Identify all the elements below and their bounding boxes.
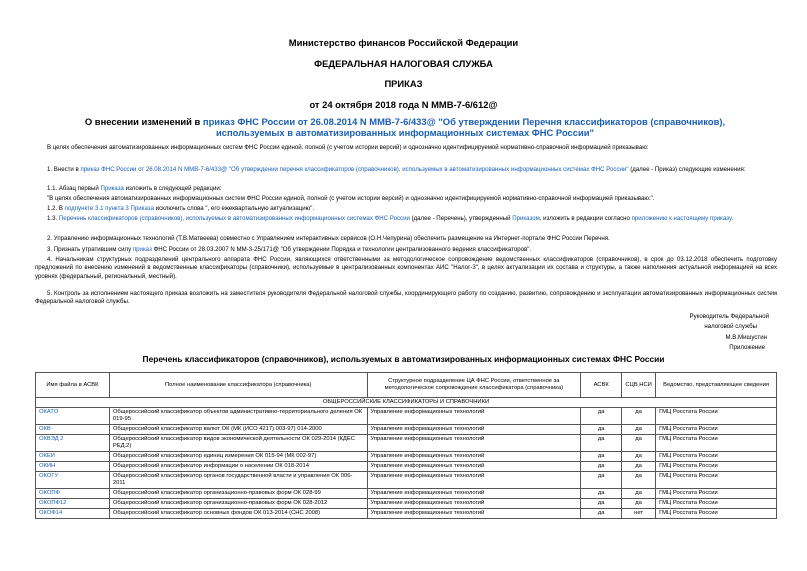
cell-scv-nsi: да (622, 472, 656, 489)
cell-file (36, 425, 110, 435)
paragraph-1 (35, 166, 777, 174)
col-header-file: Имя файла в АСВК (36, 373, 110, 398)
p1-link[interactable]: приказ ФНС России от 26.08.2014 N ММВ-7-6/433@ "Об утверждении перечня классификаторов (справочников), используемых в автоматизированных информационных системах ФНС России" (80, 166, 629, 173)
cell-scv-nsi: да (622, 499, 656, 509)
cell-full-name: Общероссийский классификатор организационно-правовых форм ОК 028-2012 (109, 499, 367, 509)
p11-link[interactable]: Приказа (100, 185, 124, 192)
signature-line-2: налоговой службы (704, 323, 757, 330)
title-prefix: О внесении изменений в (84, 116, 203, 127)
cell-full-name: Общероссийский классификатор основных фондов ОК 013-2014 (СНС 2008) (109, 509, 367, 519)
p12-text-a: 1.2. В (47, 205, 65, 212)
cell-agency: ГМЦ Росстата России (656, 509, 777, 519)
paragraph-2: 2. Управлению информационных технологий (Т.В.Матвеева) совместно с Управлением интерактивных сервисов (О.Н.Чепурина) обеспечить размещение на Интернет-портале ФНС России Перечня. (47, 235, 610, 242)
cell-asvk: да (581, 489, 622, 499)
p13-link-2[interactable]: Приказом (512, 215, 540, 222)
col-header-asvk: АСВК (581, 373, 622, 398)
cell-agency: ГМЦ Росстата России (656, 462, 777, 472)
p11-text-a: 1.1. Абзац первый (47, 185, 101, 192)
intro-paragraph: В целях обеспечения автоматизированных информационных систем ФНС России единой, полной (с учетом истории версий) и однозначно идентифицируемой нормативно-справочной информацией приказываю: (47, 144, 649, 151)
table-section-row (36, 398, 777, 408)
cell-full-name: Общероссийский классификатор информации о населении ОК 018-2014 (109, 462, 367, 472)
cell-department: Управление информационных технологий (367, 472, 581, 489)
col-header-dept: Структурное подразделение ЦА ФНС России, ответственное за методологическое сопровождение классификатора (справочника) (367, 373, 581, 398)
cell-file (36, 408, 110, 425)
cell-department: Управление информационных технологий (367, 509, 581, 519)
cell-file-link[interactable]: ОКОПФ (39, 490, 60, 496)
cell-agency: ГМЦ Росстата России (656, 425, 777, 435)
cell-file (36, 499, 110, 509)
section-label: ОБЩЕРОССИЙСКИЕ КЛАССИФИКАТОРЫ И СПРАВОЧНИКИ (36, 398, 777, 408)
ministry-heading: Министерство финансов Российской Федерации (288, 37, 519, 48)
p11-text-b: изложить в следующей редакции: (123, 185, 222, 192)
signature-name: М.В.Мишустин (725, 334, 767, 341)
cell-scv-nsi: да (622, 489, 656, 499)
table-row (36, 408, 777, 425)
table-row (36, 472, 777, 489)
table-row (36, 452, 777, 462)
cell-file-link[interactable]: ОКЕИ (39, 453, 55, 459)
cell-file-link[interactable]: ОКОГУ (39, 473, 59, 479)
cell-agency: ГМЦ Росстата России (656, 499, 777, 509)
p1-text-a: 1. Внести в (47, 166, 81, 173)
cell-asvk: да (581, 499, 622, 509)
cell-full-name: Общероссийский классификатор валют ОК (МК (ИСО 4217) 003-97) 014-2000 (109, 425, 367, 435)
service-heading: ФЕДЕРАЛЬНАЯ НАЛОГОВАЯ СЛУЖБА (314, 58, 493, 69)
cell-full-name: Общероссийский классификатор органов государственной власти и управления ОК 006-2011 (109, 472, 367, 489)
cell-agency: ГМЦ Росстата России (656, 435, 777, 452)
cell-scv-nsi: да (622, 425, 656, 435)
cell-file (36, 472, 110, 489)
cell-agency: ГМЦ Росстата России (656, 489, 777, 499)
cell-file (36, 509, 110, 519)
date-number-heading: от 24 октября 2018 года N ММВ-7-6/612@ (309, 99, 498, 110)
cell-file (36, 462, 110, 472)
cell-asvk: да (581, 435, 622, 452)
appendix-label: Приложение (729, 344, 765, 351)
cell-full-name: Общероссийский классификатор объектов административно-территориального деления ОК 019-95 (109, 408, 367, 425)
cell-full-name: Общероссийский классификатор организационно-правовых форм ОК 028-99 (109, 489, 367, 499)
cell-agency: ГМЦ Росстата России (656, 472, 777, 489)
cell-asvk: да (581, 472, 622, 489)
table-row (36, 462, 777, 472)
p3-link[interactable]: приказ (132, 246, 152, 253)
cell-scv-nsi: да (622, 452, 656, 462)
table-row (36, 425, 777, 435)
cell-department: Управление информационных технологий (367, 462, 581, 472)
paragraph-1-3 (35, 215, 777, 223)
paragraph-5: 5. Контроль за исполнением настоящего приказа возложить на заместителя руководителя Федеральной налоговой службы, координирующего работу по созданию, развитию, сопровождению и эксплуатации автоматизированных информационных систем Федеральной налоговой службы. (35, 290, 777, 306)
table-row (36, 499, 777, 509)
cell-asvk: да (581, 462, 622, 472)
cell-file (36, 452, 110, 462)
cell-scv-nsi: да (622, 462, 656, 472)
p13-text-c: , изложить в редакции согласно (539, 215, 632, 222)
cell-file-link[interactable]: ОКВЭД 2 (39, 436, 64, 442)
paragraph-3 (35, 246, 777, 254)
paragraph-1-1 (35, 185, 777, 193)
cell-file-link[interactable]: ОКАТО (39, 409, 59, 415)
doc-type-heading: ПРИКАЗ (384, 78, 423, 89)
cell-scv-nsi: да (622, 408, 656, 425)
cell-file-link[interactable]: ОКИН (39, 463, 56, 469)
cell-file-link[interactable]: ОКОПФ12 (39, 500, 67, 506)
document-title (60, 116, 750, 138)
table-row (36, 435, 777, 452)
cell-scv-nsi: нет (622, 509, 656, 519)
cell-file-link[interactable]: ОКВ (39, 426, 51, 432)
cell-full-name: Общероссийский классификатор видов экономической деятельности ОК 029-2014 (КДЕС РЕД.2) (109, 435, 367, 452)
cell-department: Управление информационных технологий (367, 452, 581, 462)
cell-agency: ГМЦ Росстата России (656, 408, 777, 425)
paragraph-4: 4. Начальникам структурных подразделений центрального аппарата ФНС России, являющихся ответственными за методологическое сопровождение ведомственных классификаторов (справочников), в срок до 03.12.2018 обеспечить подготовку предложений по внесению изменений в ведомственные классификаторы (справочники), используемые в централизованных компонентах АИС "Налог-3", в целях актуализации их состава и структуры, а также наполнения актуальной информацией на всех уровнях (федеральный, региональный, местный). (35, 256, 777, 280)
p13-text-a: 1.3. (47, 215, 59, 222)
title-link[interactable]: приказ ФНС России от 26.08.2014 N ММВ-7-6/433@ "Об утверждении Перечня классификаторов (справочников), используемых в автоматизированных информационных системах ФНС России" (202, 116, 726, 138)
paragraph-1-2 (35, 205, 777, 213)
p12-text-b: исключить слова ", его ежеквартальную актуализацию". (153, 205, 315, 212)
cell-department: Управление информационных технологий (367, 435, 581, 452)
p1-text-b: (далее - Приказ) следующие изменения: (628, 166, 746, 173)
classifier-table (35, 372, 777, 519)
cell-asvk: да (581, 408, 622, 425)
cell-agency: ГМЦ Росстата России (656, 452, 777, 462)
cell-file (36, 435, 110, 452)
p13-link-3[interactable]: приложению к настоящему приказу (631, 215, 732, 222)
cell-department: Управление информационных технологий (367, 489, 581, 499)
p12-link[interactable]: подпункте 3.1 пункта 3 Приказа (64, 205, 154, 212)
cell-department: Управление информационных технологий (367, 499, 581, 509)
cell-asvk: да (581, 509, 622, 519)
paragraph-1-1-quote: "В целях обеспечения автоматизированных информационных систем ФНС России единой, полной (с учетом истории версий) и однозначно идентифицируемой нормативно-справочной информацией приказываю:". (47, 195, 655, 202)
cell-asvk: да (581, 452, 622, 462)
col-header-name: Полное наименование классификатора (справочника) (109, 373, 367, 398)
cell-full-name: Общероссийский классификатор единиц измерения ОК 015-94 (МК 002-97) (109, 452, 367, 462)
p13-text-b: (далее - Перечень), утвержденный (409, 215, 513, 222)
cell-department: Управление информационных технологий (367, 408, 581, 425)
table-row (36, 509, 777, 519)
p3-text-a: 3. Признать утратившим силу (47, 246, 133, 253)
p13-link[interactable]: Перечень классификаторов (справочников), используемых в автоматизированных информационных системах ФНС России (58, 215, 410, 222)
cell-file-link[interactable]: ОКОФ14 (39, 510, 63, 516)
signature-line-1: Руководитель Федеральной (689, 313, 769, 320)
cell-file (36, 489, 110, 499)
p13-text-d: . (731, 215, 734, 222)
table-row (36, 489, 777, 499)
col-header-agency: Ведомство, представляющее сведения (656, 373, 777, 398)
col-header-scv: СЦВ НСИ (622, 373, 656, 398)
list-title: Перечень классификаторов (справочников), используемых в автоматизированных информационных системах ФНС России (142, 354, 665, 364)
cell-scv-nsi: да (622, 435, 656, 452)
table-header-row (36, 373, 777, 398)
cell-department: Управление информационных технологий (367, 425, 581, 435)
cell-asvk: да (581, 425, 622, 435)
p3-text-b: ФНС России от 28.03.2007 N ММ-3-25/171@ "Об утверждении Порядка и технологии централизованного ведения классификаторов". (151, 246, 532, 253)
